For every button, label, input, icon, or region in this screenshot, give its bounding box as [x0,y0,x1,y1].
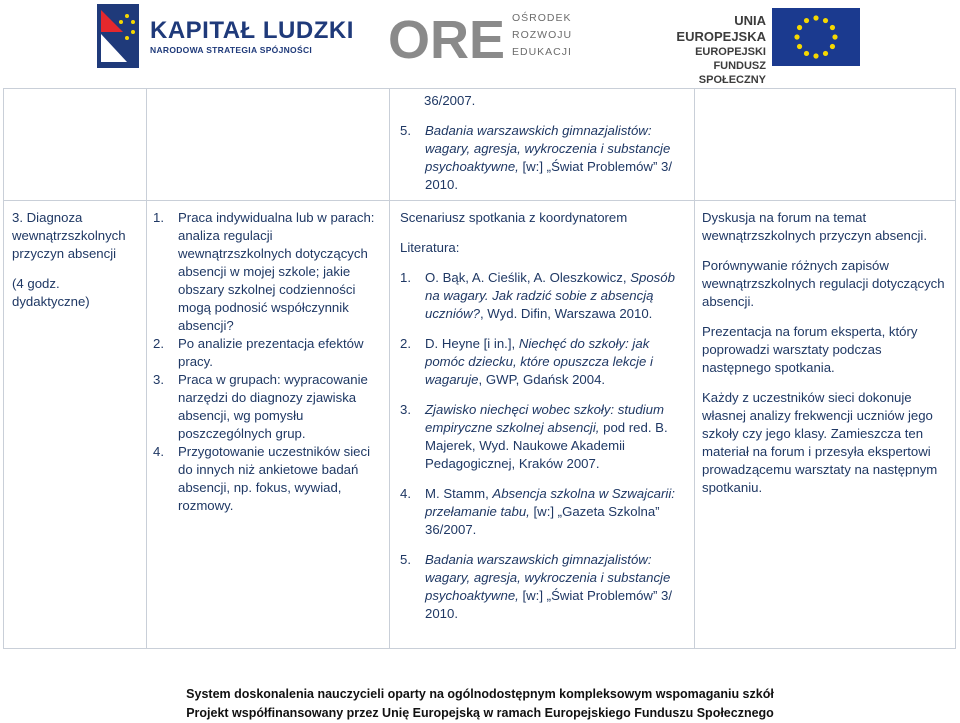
ore-logo-text: ORE [388,12,506,66]
eu-star-icon [830,25,835,30]
reference-title: Badania warszawskich gimnazjalistów: wagary, agresja, wykroczenia i substancje psychoaktywne, [425,123,671,174]
activity-number: 3. [153,372,164,387]
reference-details: [w:] „Świat Problemów” 3/ 2010. [425,159,672,192]
literature-cell [400,209,685,623]
reference-authors: D. Heyne [i in.], [425,336,519,351]
page-header [0,0,960,86]
reference-item [400,485,685,539]
reference-item [400,335,685,389]
eu-line-3: FUNDUSZ SPOŁECZNY [698,60,766,86]
activity-number: 2. [153,336,164,351]
reference-number: 3. [400,402,411,417]
eu-star-icon [797,44,802,49]
eu-star-icon [823,51,828,56]
activity-text: Praca indywidualna lub w parach: analiza regulacji wewnątrzszkolnych dotyczących absencji w mojej szkole; jakie obszary szkolnej codzienności mogą podnosić współczynnik absencji? [178,210,375,333]
reference-authors: M. Stamm, [425,486,493,501]
module-cell [12,209,140,311]
footer-line-1: System doskonalenia nauczycieli oparty na ogólnodostępnym kompleksowym wspomaganiu szkół [186,687,774,701]
ore-logo-icon [388,12,508,66]
activity-item [153,443,383,515]
eu-star-icon [830,44,835,49]
eu-star-icon [813,53,818,58]
reference-title: Sposób na wagary. Jak radzić sobie z absencją uczniów? [425,270,675,321]
activity-text: Praca w grupach: wypracowanie narzędzi do diagnozy zjawiska absencji, wg pomysłu poszczególnych grup. [178,372,368,441]
eu-star-icon [794,34,799,39]
activity-item [153,371,383,443]
reference-number: 1. [400,270,411,285]
literature-label: Literatura: [400,240,460,255]
reference-title: Niechęć do szkoły: jak pomóc dziecku, które opuszcza lekcje i wagaruje [425,336,653,387]
ore-line-1: OŚRODEK [512,12,572,24]
activity-item [153,335,383,371]
kapital-ludzki-logo-icon [97,4,139,68]
reference-number: 4. [400,486,411,501]
forum-paragraph: Dyskusja na forum na temat wewnątrzszkolnych przyczyn absencji. [702,210,928,243]
activities-cell [153,209,383,515]
reference-item [400,401,685,473]
reference-authors: O. Bąk, A. Cieślik, A. Oleszkowicz, [425,270,631,285]
reference-item [400,269,685,323]
reference-title: Zjawisko niechęci wobec szkoły: studium empiryczne szkolnej absencji, [425,402,664,435]
curriculum-table [3,88,956,649]
footer-line-2: Projekt współfinansowany przez Unię Europejską w ramach Europejskiego Funduszu Społecznego [186,706,774,720]
forum-cell [702,209,950,497]
reference-number: 2. [400,336,411,351]
forum-paragraph: Porównywanie różnych zapisów wewnątrzszkolnych regulacji dotyczących absencji. [702,258,945,309]
activity-text: Przygotowanie uczestników sieci do innych niż ankietowe badań absencji, np. fokus, wywiad, rozmowy. [178,444,371,513]
top-row-references [400,92,685,194]
eu-line-2: EUROPEJSKI [695,46,766,58]
eu-star-icon [797,25,802,30]
eu-flag-icon [772,8,860,66]
reference-title: Badania warszawskich gimnazjalistów: wagary, agresja, wykroczenia i substancje psychoaktywne, [425,552,671,603]
reference-details: [w:] „Świat Problemów” 3/ 2010. [425,588,672,621]
reference-details: , Wyd. Difin, Warszawa 2010. [479,306,653,321]
module-hours: (4 godz. dydaktyczne) [12,276,90,309]
forum-paragraph: Każdy z uczestników sieci dokonuje własnej analizy frekwencji uczniów jego szkoły czy jego klasy. Zamieszcza ten materiał na forum i przesyła ekspertowi prowadzącemu warsztaty na następnym spotkaniu. [702,390,938,495]
ore-name [512,10,572,61]
reference-number: 5. [400,552,411,567]
eu-star-icon [804,51,809,56]
kl-subtitle: NARODOWA STRATEGIA SPÓJNOŚCI [150,45,313,55]
activity-number: 4. [153,444,164,459]
reference-title: Absencja szkolna w Szwajcarii: przełamanie tabu, [425,486,675,519]
eu-star-icon [813,15,818,20]
reference-number: 5. [400,123,411,138]
activity-item [153,209,383,335]
eu-star-icon [823,18,828,23]
eu-star-icon [832,34,837,39]
forum-paragraph: Prezentacja na forum eksperta, który poprowadzi warsztaty podczas następnego spotkania. [702,324,918,375]
page-footer [0,685,960,723]
reference-details: pod red. B. Majerek, Wyd. Naukowe Akademii Pedagogicznej, Kraków 2007. [425,420,668,471]
reference-item [400,551,685,623]
eu-line-1: UNIA EUROPEJSKA [676,13,766,44]
reference-details: , GWP, Gdańsk 2004. [478,372,606,387]
scenario-intro: Scenariusz spotkania z koordynatorem [400,210,628,225]
ore-line-3: EDUKACJI [512,46,572,58]
activity-number: 1. [153,210,164,225]
module-title: 3. Diagnoza wewnątrzszkolnych przyczyn absencji [12,210,126,261]
eu-name [648,13,766,87]
ore-line-2: ROZWOJU [512,29,573,41]
activity-text: Po analizie prezentacja efektów pracy. [178,336,364,369]
eu-star-icon [804,18,809,23]
reference-item [400,122,685,194]
reference-details: [w:] „Gazeta Szkolna” 36/2007. [425,504,660,537]
continued-citation: 36/2007. [424,93,476,108]
kl-title: KAPITAŁ LUDZKI [150,17,354,44]
